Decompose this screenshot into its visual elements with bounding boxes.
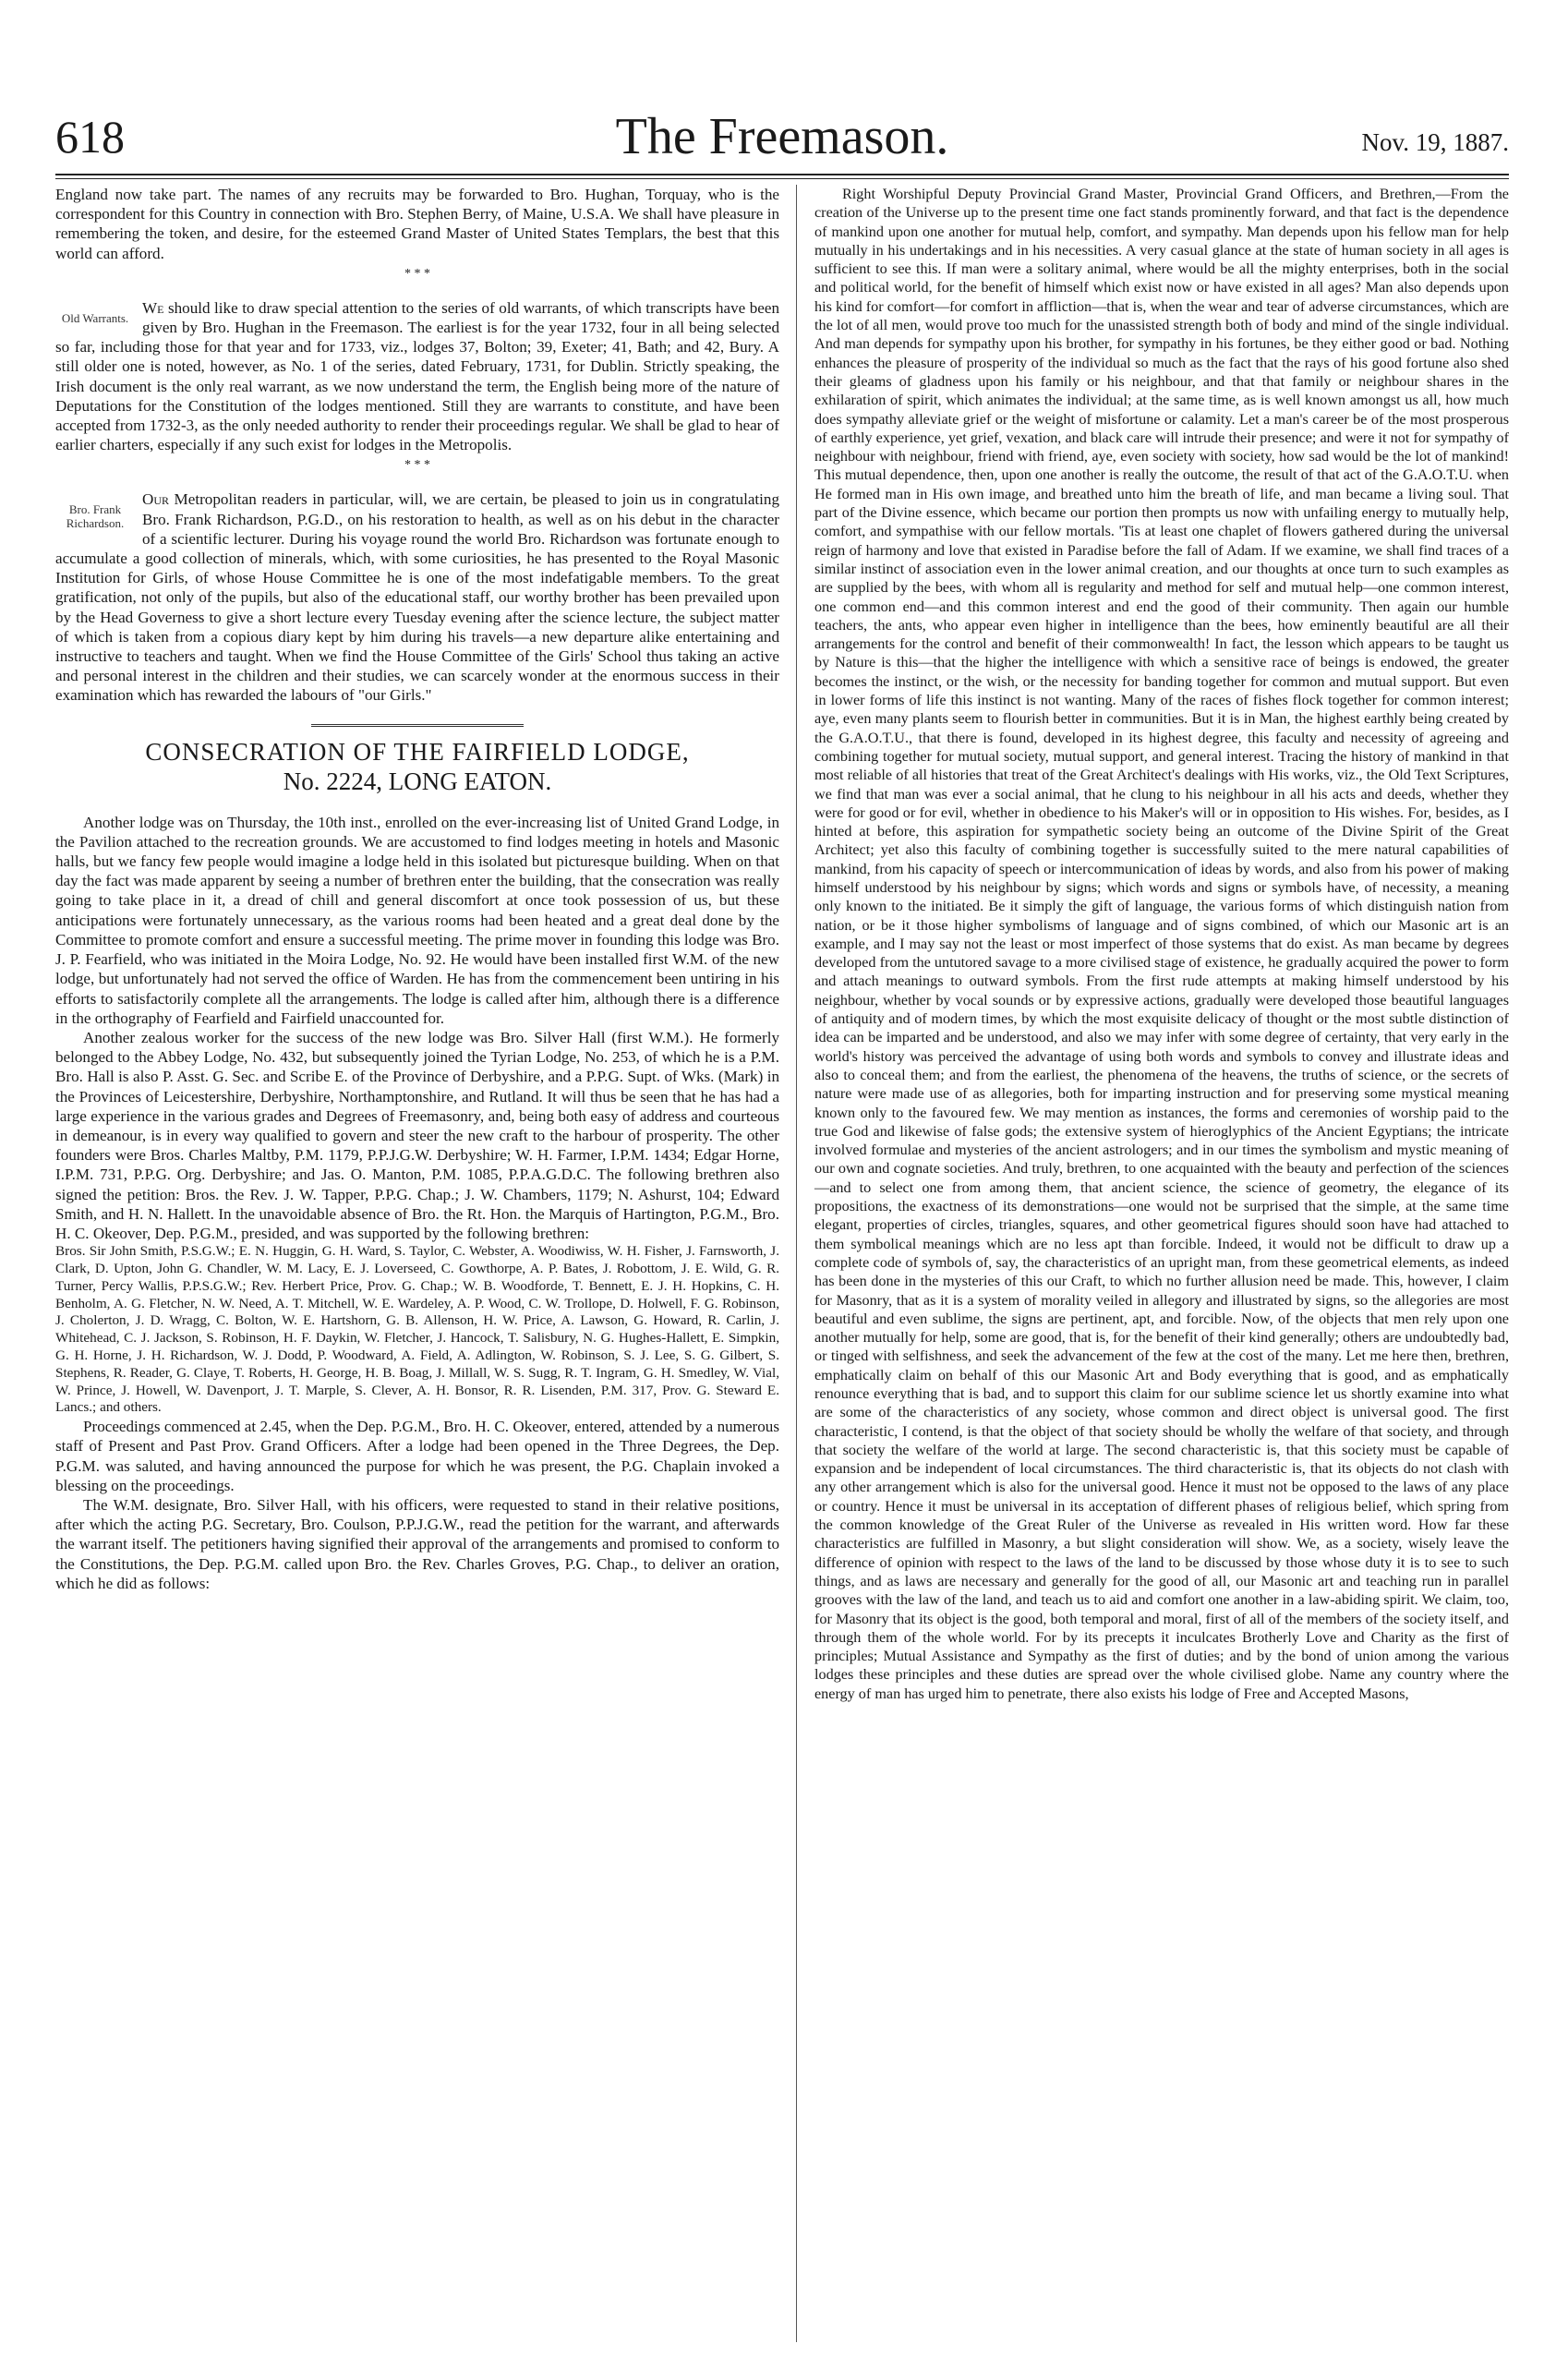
oration-text: Right Worshipful Deputy Provincial Grand Master, Provincial Grand Officers, and Brethren,—From the creation of the Universe up to the present time one fact stands prominently forward, and that fact is the dependence of mankind upon one another for mutual help, comfort, and sympathy. Man depends upon his fellow man for help mutually in his undertakings and in his necessities. A very casual glance at the state of human society in all ages is sufficient to see this. If man were a solitary animal, where would be all the mighty enterprises, both in the social and political world, for the benefit of himself which exist now or have existed in all ages? Man also depends upon his kind for comfort—for comfort in affliction—that is, when the wear and tear of adverse circumstances, which are the lot of all men, would prove too much for the unassisted strength both of body and mind of the single individual. And man depends for sympathy upon his brother, for sympathy in his fortunes, be they either good or bad. Nothing enhances the pleasure of prosperity of the individual so much as the fact that the rays of his good fortune also shed their gleams of gladness upon his family or his neighbour, and that that family or neighbour shares in the exhilaration of spirit, which animates the individual; at the same time, as is well known amongst us all, how much does sympathy alleviate grief or the weight of misfortune or calamity. Let a man's career be of the most prosperous of earthly experience, yet grief, vexation, and black care will intrude their presence; and were it not for sympathy of neighbour with neighbour, friend with friend, aye, even society with society, how sad would be the lot of mankind! This mutual dependence, then, upon one another is really the outcome, the result of that act of the G.A.O.T.U. when He formed man in His own image, and breathed unto him the breath of life, and man became a living soul. That part of the Divine essence, which became our portion then prompts us now with unfailing energy to mutually help, comfort, and sympathise with our fellow mortals. 'Tis at least one chaplet of flowers gathered during the universal reign of harmony and love that existed in Paradise before the fall of Adam. If we examine, we shall find traces of a similar instinct of association even in the lower animal creation, and our thoughts at once turn to such examples as are supplied by the bees, with whom all is regularity and method for self and mutual help—one common interest, one common end—and this common interest and end the good of their community. Then again our humble teachers, the ants, who appear even higher in intelligence than the bees, how eminently beautiful are all their arrangements for the control and benefit of their commonwealth! In fact, the lesson which appears to be taught us by Nature is this—that the higher the intelligence with which a sensitive race of beings is endowed, the greater becomes the instinct, or the wish, or the necessity for banding together for common and mutual support. But even in lower forms of life this instinct is not wanting. Many of the races of fishes flock together for common interest; aye, even many plants seem to flourish better in communities. But it is in Man, the highest earthly being created by the G.A.O.T.U., that there is found, developed in its highest degree, this faculty and necessity of agreeing and combining together for mutual society, mutual support, and general interest. Tracing the history of mankind in that most reliable of all histories that treat of the Great Architect's dealings with His works, viz., the Old Text Scriptures, we find that man was ever a social animal, that he clung to his neighbour in all his acts and deeds, whether they were for good or for evil, whether in obedience to his Maker's will or in opposition to His wishes. For, besides, as I hinted at before, this aspiration for sympathetic society being an outcome of the Divine Spirit of the Great Architect; yet also this faculty of combining together is successfully suited to the mere natural capabilities of mankind, from his capacity of speech or intercommunication of ideas by words, and also from his power of making himself understood by his neighbour by signs; which words and signs or symbols have, of necessity, a meaning only known to the initiated. Be it simply the gift of language, the various forms of which distinguish nation from nation, or be it those higher symbolisms of language and of signs combined, of which our Masonic art is an example, and I may say not the least or most imperfect of those systems that do exist. As man became by degrees developed from the untutored savage to a more civilised stage of existence, he gradually acquired the power to form and attach meanings to outward symbols. From the first rude attempts at making himself understood by his neighbour, whether by vocal sounds or by expressive actions, gradually were developed those beautiful languages of antiquity and of modern times, by which the most exquisite delicacy of thought or the most subtle distinction of idea can be imparted and be understood, and also we may infer with some degree of certainty, that very early in the world's history was perceived the advantage of using both words and symbols to convey and illustrate ideas and also to conceal them; and from the earliest, the phenomena of the heavens, the truths of science, or the secrets of nature were made use of as allegories, both for imparting instruction and for preserving some mystical meaning known only to the favoured few. We may mention as instances, the forms and ceremonies of worship paid to the true God and likewise of false gods; the extensive system of hieroglyphics of the Ancient Egyptians; the intricate involved formulae and mysteries of the ancient astrologers; and in our times the symbolism and mystic meaning of our own and cognate societies. And truly, brethren, to one acquainted with the beauty and perfection of the sciences—and to select one from among them, that ancient science, the science of geometry, the elegance of its propositions, the exactness of its demonstrations—one would not be surprised that the simple, at the same time elegant, properties of circles, triangles, squares, and other geometrical figures should soon have had attached to them symbolical meanings which are no less apt than forcible. Indeed, it would not be difficult to draw up a complete code of symbols of, say, the characteristics of an upright man, from these geometrical elements, as indeed has been done in the mysteries of this our Craft, to which no further allusion need be made. This, however, I claim for Masonry, that as it is a system of morality veiled in allegory and illustrated by signs, so the allegories are most beautiful and even sublime, the signs are pertinent, apt, and forcible. Now, of the objects that men rely upon one another mutually for help, some are good, that is, for the benefit of their kind generally; others are undoubtedly bad, or tinged with selfishness, and seek the advancement of the few at the cost of the many. Let me here then, brethren, emphatically claim on behalf of this our Masonic Art and Body everything that is good, and as emphatically renounce everything that is bad, and to support this claim for our sublime science let us shortly examine into what are some of the characteristics of any society, whose common and direct object is universal good. The first characteristic, I contend, is that the object of that society should be wholly the welfare of that society, and through that society the welfare of the world at large. The second characteristic is, that this society must be capable of expansion and be independent of local circumstances. The third characteristic is, that its objects do not clash with any other arrangement which is also for the universal good. Hence it must not be opposed to the laws of any place or country. Hence it must be universal in its acceptation of different phases of religious belief, which spring from the common knowledge of the Great Ruler of the Universe as revealed in His written word. How far these characteristics are fulfilled in Masonry, a but slight consideration will show. We, as a society, wisely leave the difference of opinion with respect to the laws of the land to be discussed by those whose duty it is to see to such things, and as laws are necessary and generally for the good of all, our Masonic art and teaching run in parallel grooves with the law of the land, and teach us to aid and comfort one another in a law-abiding spirit. We claim, too, for Masonry that its object is the good, both temporal and moral, first of all of the members of the society itself, and through them of the whole world. For by its precepts it inculcates Brotherly Love and Charity as the first of principles; Mutual Assistance and Sympathy as the first of duties; and by the bond of union among the various lodges these principles and these duties are spread over the whole civilised globe. Name any country where the energy of man has urged him to penetrate, there also exists his lodge of Free and Accepted Masons, [814,186,1509,1702]
newspaper-title: The Freemason. [615,108,949,165]
richardson-body: Metropolitan readers in particular, will, we are certain, be pleased to join us in congratulating Bro. Frank Richardson, P.G.D., on his restoration to health, as well as on his debut in the character of a scientific lecturer. During his voyage round the world Bro. Richardson was fortunate enough to accumulate a good collection of minerals, which, with some curiosities, he has presented to the Royal Masonic Institution for Girls, of whose House Committee he is one of the most indefatigable members. To the great gratification, not only of the pupils, but also of the educational staff, our worthy brother has been prevailed upon by the Head Governess to give a short lecture every Tuesday evening after the science lecture, the subject matter of which is taken from a copious diary kept by him during his travels—a new departure alike entertaining and instructive to teachers and taught. When we find the House Committee of the Girls' School thus taking an active and personal interest in the children and their studies, we can scarcely wonder at the enormous success in their examination which has rewarded the labours of "our Girls." [55,490,779,705]
consecration-paragraph-1: Another lodge was on Thursday, the 10th inst., enrolled on the ever-increasing list of United Grand Lodge, in the Pavilion attached to the recreation grounds. We are accustomed to find lodges meeting in hotels and Masonic halls, but we fancy few people would imagine a lodge held in this isolated but picturesque building. When on that day the fact was made apparent by seeing a number of brethren enter the building, that the consecration was really going to take place in it, a dread of chill and general discomfort at once took possession of us, but these anticipations were fortunately unnecessary, as the various rooms had been heated and a great deal done by the Committee to promote comfort and ensure a successful meeting. The prime mover in founding this lodge was Bro. J. P. Fearfield, who was initiated in the Moira Lodge, No. 92. He would have been installed first W.M. of the new lodge, but unfortunately had not served the office of Warden. He has from the commencement been untiring in his efforts to satisfactorily complete all the arrangements. The lodge is called after him, although there is a difference in the orthography of Fearfield and Fairfield unaccounted for. [55,813,779,1027]
old-warrants-body: should like to draw special attention to the series of old warrants, of which transcripts have been given by Bro. Hughan in the Freemason. The earliest is for the year 1732, four in all being selected so far, including those for that year and for 1733, viz., lodges 37, Bolton; 39, Exeter; 41, Bath; and 42, Bury. A still older one is noted, however, as No. 1 of the series, dated February, 1731, for Dublin. Strictly speaking, the Irish document is the only real warrant, as we now understand the term, the English being more of the nature of Deputations for the Constitution of the lodges mentioned. Still they are warrants to constitute, and have been accepted from 1732-3, as the only needed authority to render their proceedings regular. We shall be glad to hear of earlier charters, especially if any such exist for lodges in the Metropolis. [55,298,779,454]
old-warrants-note [55,298,779,455]
asterism-divider: * * * [404,266,430,281]
page-number: 618 [55,111,125,163]
section-subtitle: No. 2224, LONG EATON. [283,767,552,795]
richardson-text [55,489,779,705]
lead-word: We [142,298,164,317]
column-divider [796,185,797,2342]
attendees-list: Bros. Sir John Smith, P.S.G.W.; E. N. Huggin, G. H. Ward, S. Taylor, C. Webster, A. Woodiwiss, W. H. Fisher, J. Farnsworth, J. Clark, D. Upton, John G. Chandler, W. M. Lacy, E. J. Loverseed, C. Gowthorpe, A. P. Bates, J. Robottom, J. E. Wild, G. R. Turner, Percy Wallis, P.P.S.G.W.; Rev. Herbert Price, Prov. G. Chap.; W. B. Woodforde, T. Bennett, E. J. H. Hopkins, C. H. Benholm, A. G. Fletcher, N. W. Need, A. T. Mitchell, W. E. Wardeley, A. P. Wood, C. W. Trollope, D. Holwell, F. G. Robinson, J. Cholerton, J. D. Wragg, C. Bolton, W. E. Hartshorn, G. B. Allenson, H. W. Price, A. Lawson, G. Howard, R. Carlin, J. Whitehead, C. J. Jackson, S. Robinson, H. F. Daykin, W. Fletcher, J. Hancock, T. Salisbury, N. G. Hughes-Hallett, E. Simpkin, G. H. Horne, J. H. Richardson, W. J. Dodd, P. Woodward, A. Field, A. Adlington, W. Robinson, S. J. Lee, S. G. Gilbert, S. Stephens, R. Reader, G. Claye, T. Roberts, H. George, H. B. Boag, J. Millall, W. S. Sugg, R. T. Ingram, G. H. Smedley, W. Vial, W. Prince, J. Howell, W. Davenport, J. T. Marple, S. Clever, A. H. Bonsor, R. R. Lisenden, P.M. 317, Prov. G. Steward E. Lancs.; and others. [55,1243,779,1416]
left-column [55,185,779,1593]
margin-note-richardson: Bro. Frank Richardson. [66,502,125,531]
masthead [55,109,1509,174]
right-column [814,185,1509,1703]
old-warrants-text [55,298,779,455]
consecration-paragraph-4: The W.M. designate, Bro. Silver Hall, with his officers, were requested to stand in their relative positions, after which the acting P.G. Secretary, Bro. Coulson, P.P.J.G.W., read the petition for the warrant, and afterwards the warrant itself. The petitioners having signified their approval of the arrangements and promised to conform to the Constitutions, the Dep. P.G.M. called upon Bro. the Rev. Charles Groves, P.G. Chap., to deliver an oration, which he did as follows: [55,1495,779,1592]
richardson-note [55,489,779,705]
issue-date: Nov. 19, 1887. [1361,128,1509,156]
header-rule [55,174,1509,179]
lead-word: Our [142,490,170,509]
section-rule [311,724,524,730]
paragraph-continued: England now take part. The names of any recruits may be forwarded to Bro. Hughan, Torquay, who is the correspondent for this Country in connection with Bro. Stephen Berry, of Maine, U.S.A. We shall have pleasure in remembering the token, and desire, for the esteemed Grand Master of United States Templars, the best that this world can afford. [55,186,779,262]
asterism-divider: * * * [404,458,430,473]
consecration-paragraph-3: Proceedings commenced at 2.45, when the Dep. P.G.M., Bro. H. C. Okeover, entered, attended by a numerous staff of Present and Past Prov. Grand Officers. After a lodge had been opened in the Three Degrees, the Dep. P.G.M. was saluted, and having announced the purpose for which he was present, the P.G. Chaplain invoked a blessing on the proceedings. [55,1418,779,1494]
consecration-paragraph-2: Another zealous worker for the success of the new lodge was Bro. Silver Hall (first W.M.). He formerly belonged to the Abbey Lodge, No. 432, but subsequently joined the Tyrian Lodge, No. 253, of which he is a P.M. Bro. Hall is also P. Asst. G. Sec. and Scribe E. of the Province of Derbyshire, and a P.P.G. Supt. of Wks. (Mark) in the Provinces of Leicestershire, Derbyshire, Northamptonshire, and Rutland. It will thus be seen that he has had a large experience in the various grades and Degrees of Freemasonry, and, being both easy of address and courteous in demeanour, is in every way qualified to govern and steer the new craft to the harbour of prosperity. The other founders were Bros. Charles Maltby, P.M. 1179, P.P.J.G.W. Derbyshire; W. H. Farmer, I.P.M. 1434; Edgar Horne, I.P.M. 731, P.P.G. Org. Derbyshire; and Jas. O. Manton, P.M. 1085, P.P.A.G.D.C. The following brethren also signed the petition: Bros. the Rev. J. W. Tapper, P.P.G. Chap.; J. W. Chambers, 1179; N. Ashurst, 104; Edward Smith, and H. N. Hallett. In the unavoidable absence of Bro. the Rt. Hon. the Marquis of Hartington, P.G.M., Bro. H. C. Okeover, Dep. P.G.M., presided, and was supported by the following brethren: [55,1028,779,1242]
margin-note-old-warrants: Old Warrants. [61,310,129,325]
section-title: CONSECRATION OF THE FAIRFIELD LODGE, [145,737,690,766]
